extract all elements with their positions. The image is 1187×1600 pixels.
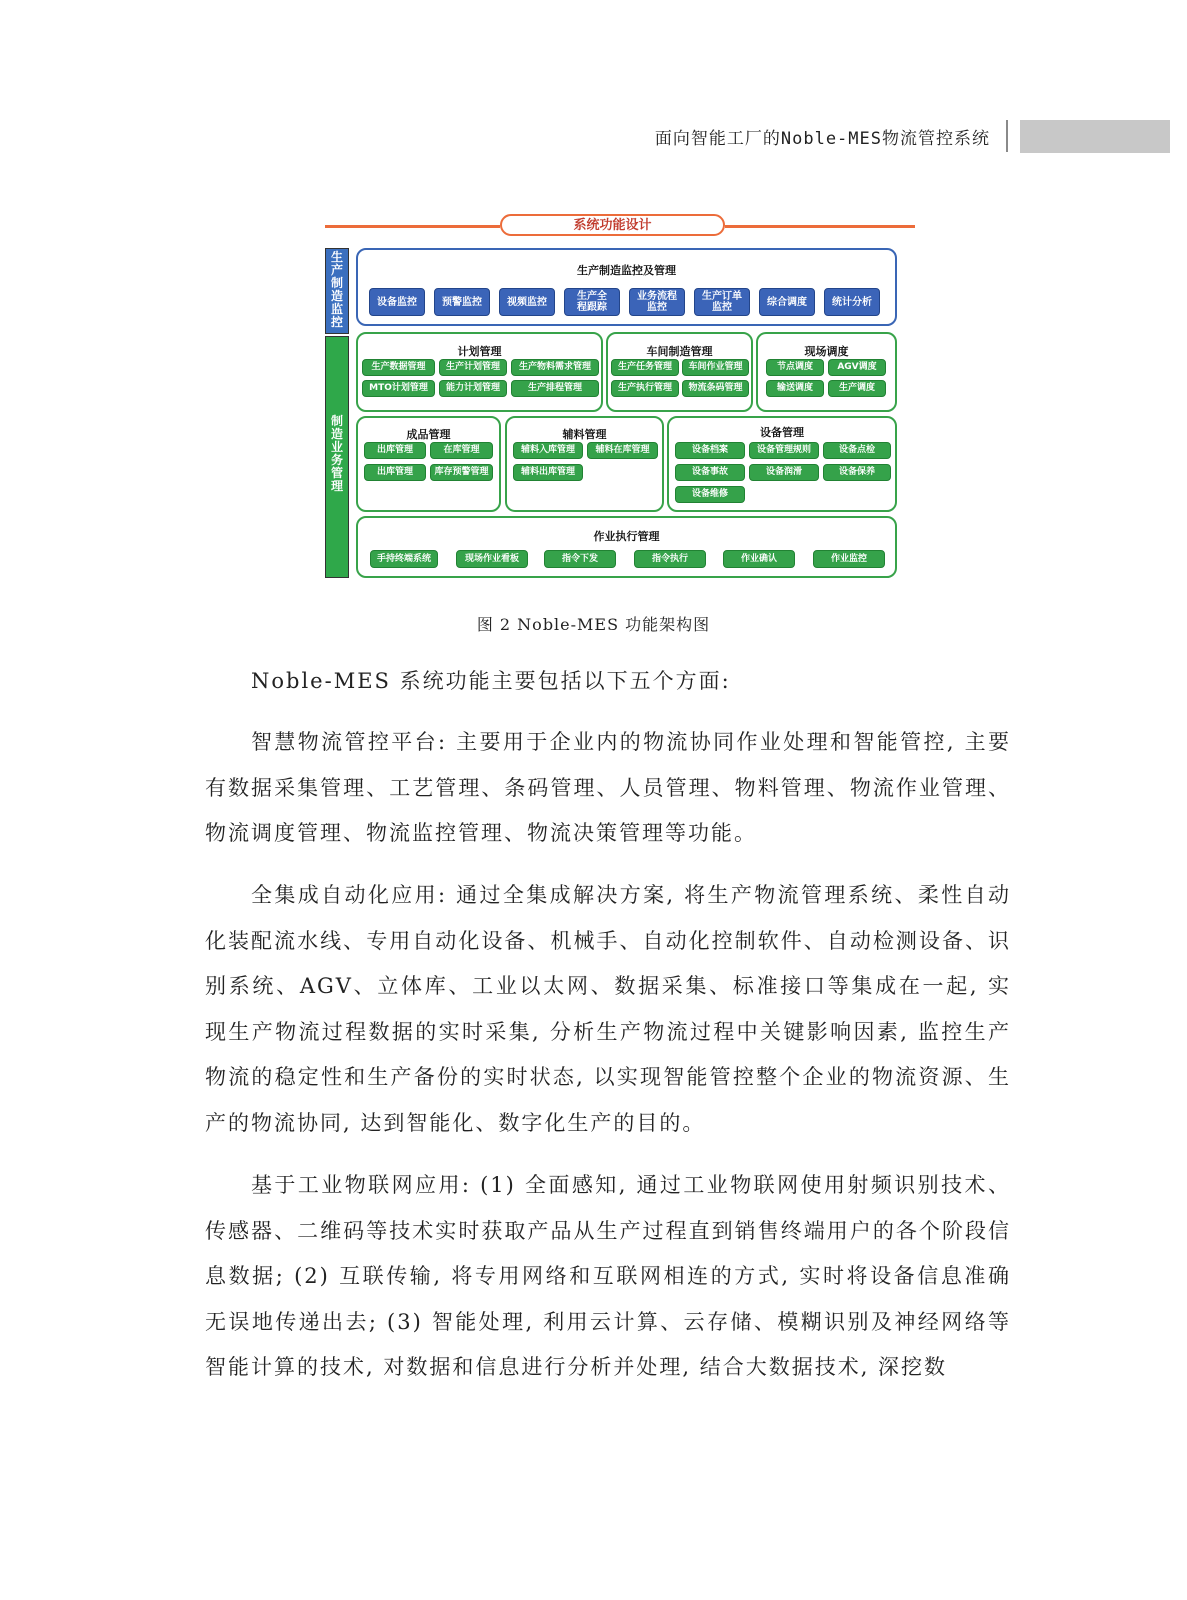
- workshop-title: 车间制造管理: [646, 345, 713, 358]
- chip-equipment-item: 设备事故: [675, 464, 745, 481]
- chip-field-item: 节点调度: [766, 359, 824, 376]
- chip-plan-item: 能力计划管理: [439, 380, 507, 397]
- chip-equipment-item: 设备点检: [823, 442, 891, 459]
- paragraph-iot: 基于工业物联网应用: (1) 全面感知, 通过工业物联网使用射频识别技术、传感器、二维码等技术实时获取产品从生产过程直到销售终端用户的各个阶段信息数据; (2) 互联传输, 将专用网络和互联网相连的方式, 实时将设备信息准确无误地传递出去; (3) 智能处理, 利用云计算、云存储、模糊识别及神经网络等智能计算的技术, 对数据和信息进行分析并处理, 结合大数据技术, 深挖数: [205, 1173, 1011, 1379]
- chip-plan-item: 生产物料需求管理: [511, 359, 599, 376]
- chip-field-item: 输送调度: [766, 380, 824, 397]
- chip-aux-item: 辅料出库管理: [513, 464, 583, 481]
- chip-plan-item: 生产计划管理: [439, 359, 507, 376]
- header-divider: [1006, 120, 1008, 152]
- chip-process-monitor-label: 业务流程监控: [637, 291, 677, 313]
- chip-exec-item: 作业确认: [723, 550, 795, 568]
- chip-plan-item: MTO计划管理: [362, 380, 435, 397]
- chip-equipment-item: 设备档案: [675, 442, 745, 459]
- paragraph-intro: Noble-MES 系统功能主要包括以下五个方面:: [251, 669, 731, 693]
- chip-product-item: 出库管理: [364, 442, 426, 459]
- paragraph-platform: 智慧物流管控平台: 主要用于企业内的物流协同作业处理和智能管控, 主要有数据采集管理、工艺管理、条码管理、人员管理、物料管理、物流作业管理、物流调度管理、物流监控管理、物流决策管理等功能。: [205, 730, 1011, 845]
- chip-product-item: 在库管理: [430, 442, 493, 459]
- title-line-right: [725, 225, 915, 228]
- paragraph-automation: 全集成自动化应用: 通过全集成解决方案, 将生产物流管理系统、柔性自动化装配流水线、专用自动化设备、机械手、自动化控制软件、自动检测设备、识别系统、AGV、立体库、工业以太网、数据采集、标准接口等集成在一起, 实现生产物流过程数据的实时采集, 分析生产物流过程中关键影响因素, 监控生产物流的稳定性和生产备份的实时状态, 以实现智能管控整个企业的物流资源、生产的物流协同, 达到智能化、数字化生产的目的。: [205, 883, 1011, 1135]
- chip-product-item: 库存预警管理: [430, 464, 493, 481]
- monitor-box: [356, 248, 897, 326]
- chip-plan-item: 生产数据管理: [362, 359, 435, 376]
- chip-alarm-monitor: 预警监控: [434, 288, 490, 316]
- chip-process-monitor: [629, 288, 685, 316]
- plan-box: [356, 332, 603, 412]
- product-title: 成品管理: [406, 428, 451, 441]
- chip-exec-item: 作业监控: [813, 550, 885, 568]
- chip-equipment-item: 设备维修: [675, 486, 745, 503]
- field-box: [756, 332, 897, 412]
- chip-exec-item: 指令执行: [634, 550, 706, 568]
- chip-workshop-item: 生产任务管理: [611, 359, 679, 376]
- chip-aux-item: 辅料入库管理: [513, 442, 583, 459]
- chip-equipment-monitor: 设备监控: [369, 288, 425, 316]
- exec-title: 作业执行管理: [593, 530, 660, 543]
- monitor-title: 生产制造监控及管理: [577, 264, 676, 277]
- chip-production-tracking-label: 生产全程跟踪: [577, 291, 607, 313]
- plan-title: 计划管理: [457, 345, 502, 358]
- header-gray-block: [1020, 120, 1170, 153]
- exec-box: [356, 516, 897, 578]
- chip-equipment-item: 设备润滑: [749, 464, 819, 481]
- chip-production-tracking: [564, 288, 620, 316]
- chip-plan-item: 生产排程管理: [511, 380, 599, 397]
- figure-caption: 图 2 Noble-MES 功能架构图: [476, 615, 711, 634]
- chip-equipment-item: 设备保养: [823, 464, 891, 481]
- chip-statistics: 统计分析: [824, 288, 880, 316]
- product-box: [356, 416, 501, 512]
- chip-field-item: 生产调度: [828, 380, 886, 397]
- side-label-monitor: 生产制造监控: [325, 248, 349, 334]
- diagram-title: 系统功能设计: [500, 214, 725, 236]
- chip-workshop-item: 物流条码管理: [682, 380, 749, 397]
- equipment-box: [667, 416, 897, 512]
- chip-dispatch: 综合调度: [759, 288, 815, 316]
- side-label-business: 制造业务管理: [325, 336, 349, 578]
- running-header-title: 面向智能工厂的Noble-MES物流管控系统: [654, 129, 990, 149]
- workshop-box: [606, 332, 753, 412]
- aux-box: [505, 416, 664, 512]
- chip-equipment-item: 设备管理规则: [749, 442, 819, 459]
- equipment-title: 设备管理: [760, 426, 804, 439]
- aux-title: 辅料管理: [562, 428, 607, 441]
- function-architecture-diagram: [325, 212, 915, 592]
- chip-exec-item: 指令下发: [544, 550, 616, 568]
- field-title: 现场调度: [804, 345, 849, 358]
- chip-product-item: 出库管理: [364, 464, 426, 481]
- chip-field-item: AGV调度: [828, 359, 886, 376]
- chip-exec-item: 现场作业看板: [456, 550, 528, 568]
- chip-order-monitor-label: 生产订单监控: [702, 291, 742, 313]
- chip-aux-item: 辅料在库管理: [587, 442, 658, 459]
- chip-order-monitor: [694, 288, 750, 316]
- chip-workshop-item: 车间作业管理: [682, 359, 749, 376]
- chip-workshop-item: 生产执行管理: [611, 380, 679, 397]
- chip-video-monitor: 视频监控: [499, 288, 555, 316]
- title-line-left: [325, 225, 500, 228]
- chip-exec-item: 手持终端系统: [370, 550, 438, 568]
